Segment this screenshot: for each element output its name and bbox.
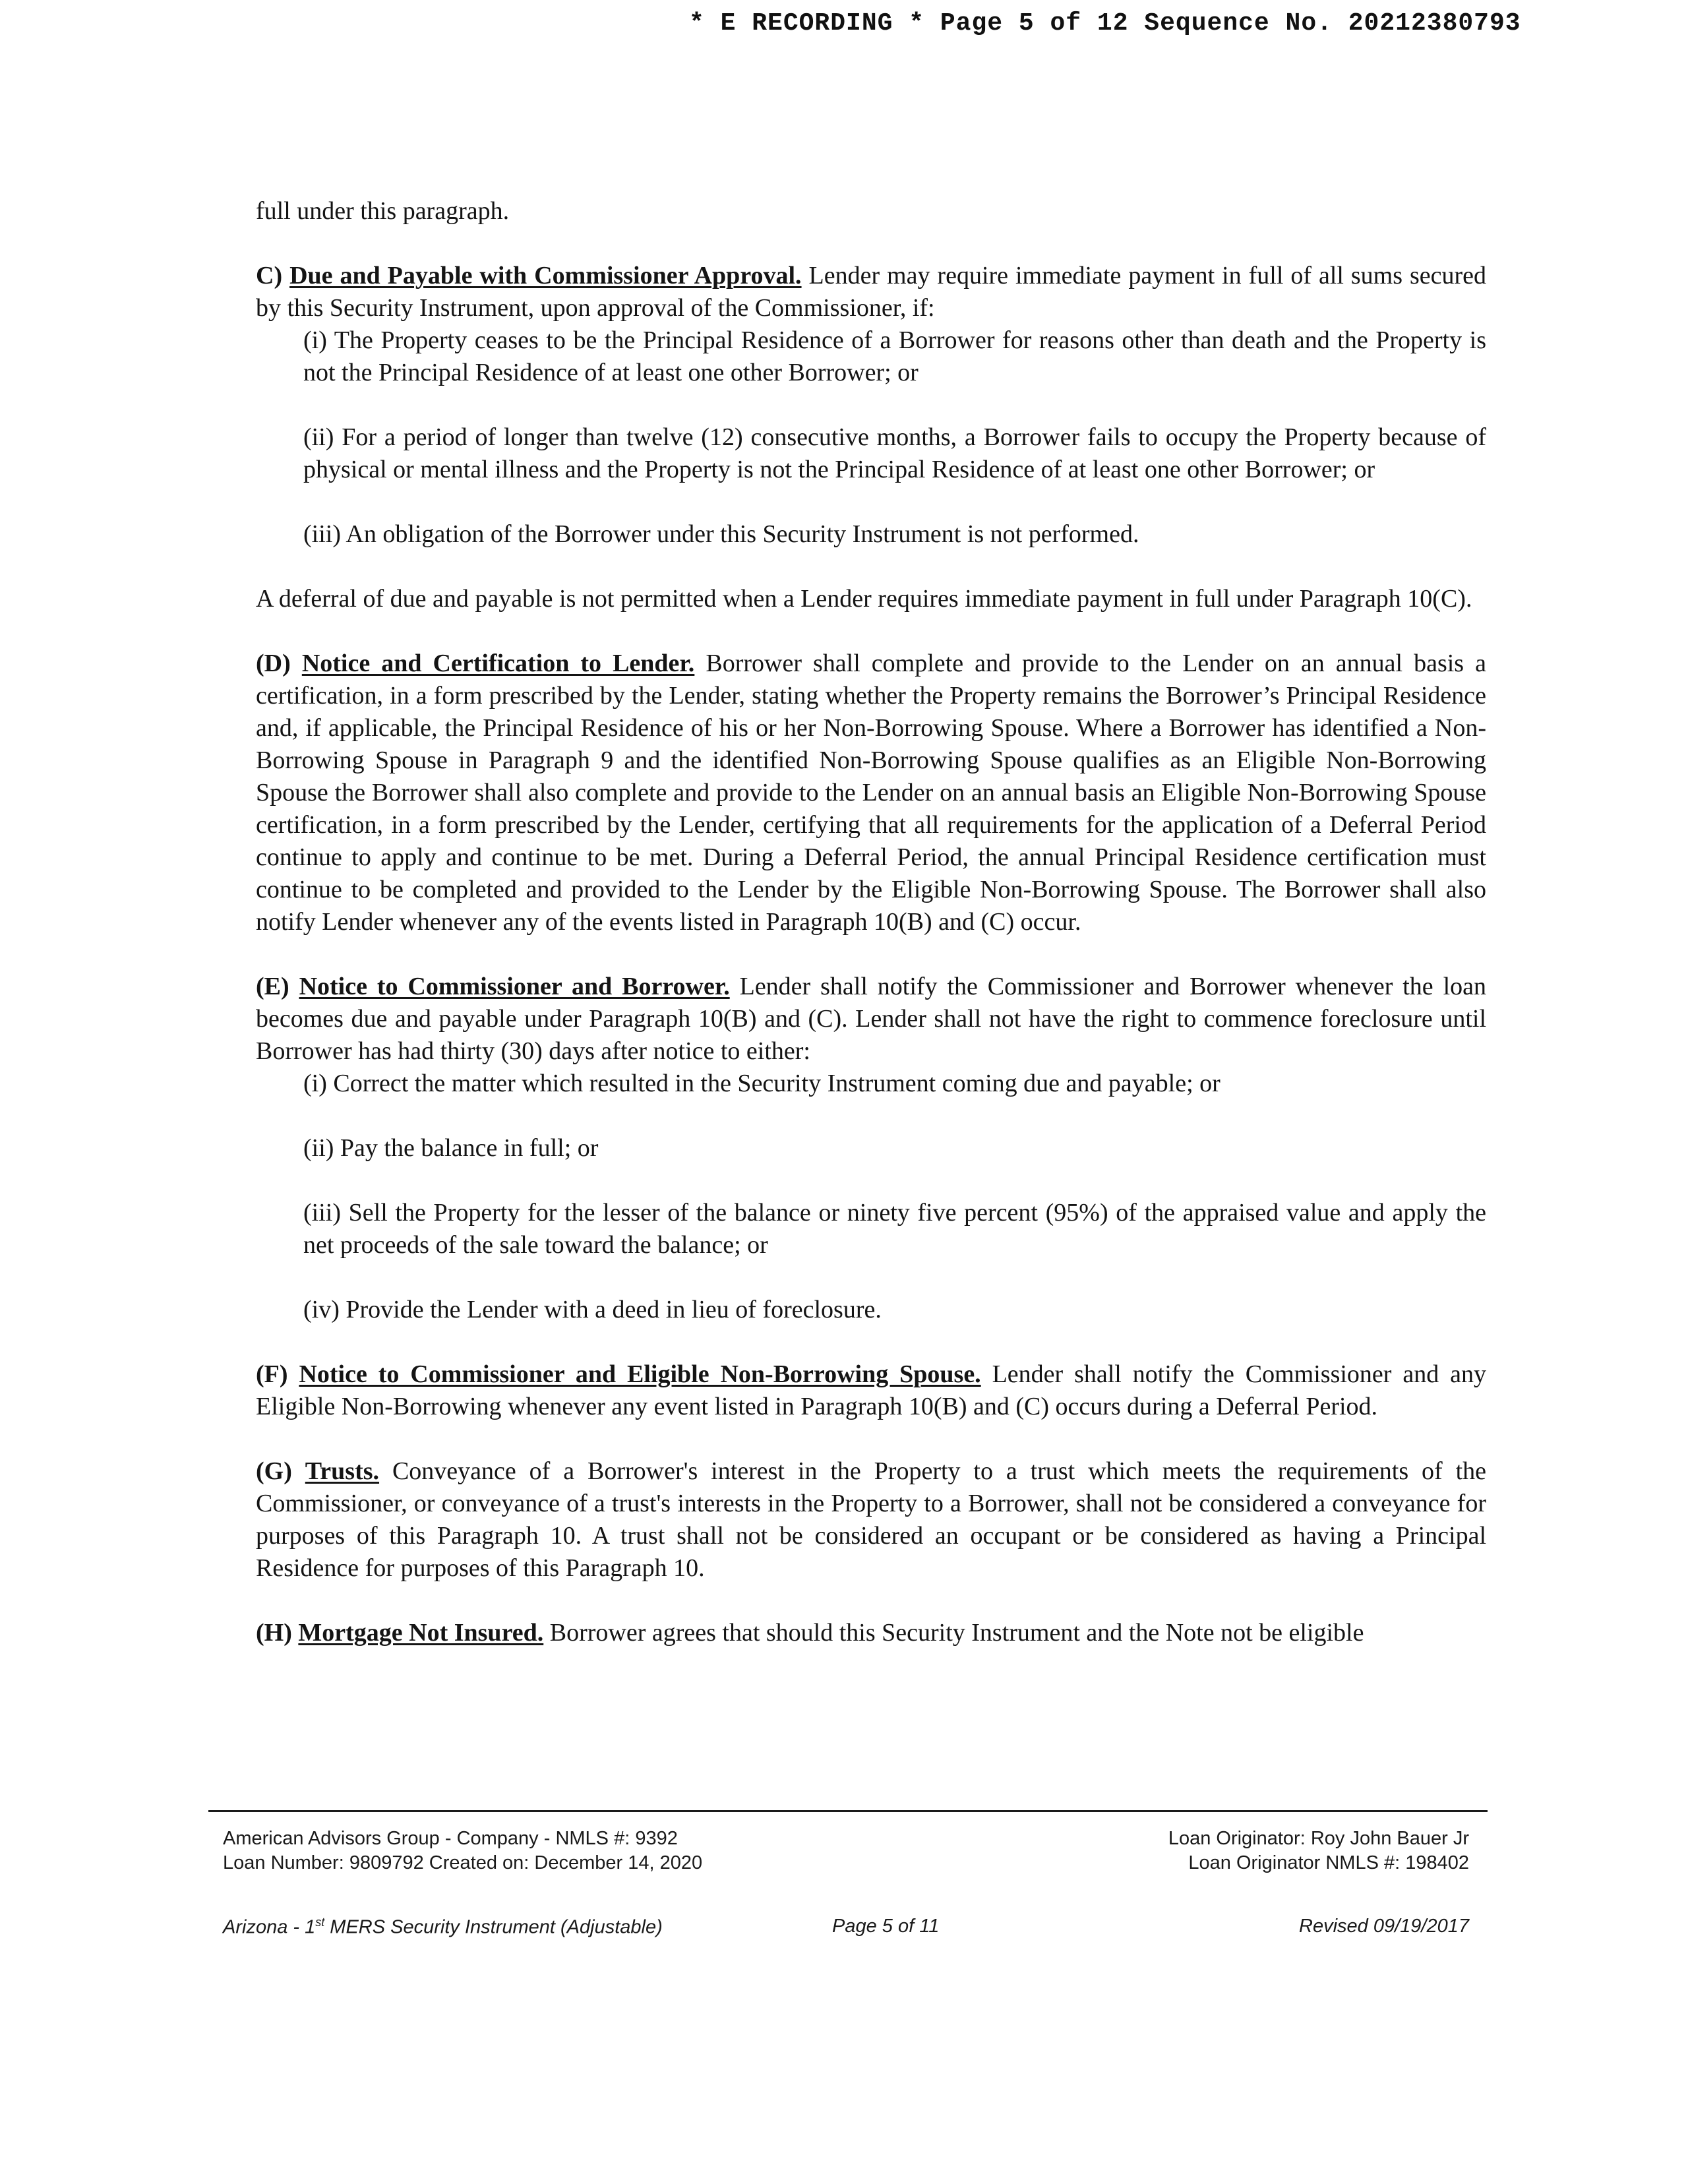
intro-fragment: full under this paragraph. [256, 197, 510, 225]
section-e-item-i: (i) Correct the matter which resulted in the Security Instrument coming due and payable; or [303, 1070, 1221, 1097]
section-f [256, 1358, 1486, 1423]
document-body [256, 195, 1486, 1649]
section-e-text: Lender shall notify the Commissioner and Borrower whenever the loan becomes due and payable under Paragraph 10(B) and (C). Lender shall not have the right to commence foreclosure until Borrower has had thirty (30) days after notice to either: [256, 973, 1487, 1065]
section-d [256, 648, 1486, 938]
section-c-item-iii: (iii) An obligation of the Borrower under this Security Instrument is not performed. [303, 520, 1139, 548]
section-e-letter: (E) [256, 973, 289, 1000]
footer-lender-info [223, 1827, 882, 1875]
section-f-text: Lender shall notify the Commissioner and any Eligible Non-Borrowing whenever any event listed in Paragraph 10(B) and (C) occurs during a Deferral Period. [256, 1360, 1486, 1420]
footer-page-number: Page 5 of 11 [832, 1916, 940, 1937]
footer-divider [208, 1810, 1488, 1812]
section-c [256, 260, 1486, 324]
section-c-item-i: (i) The Property ceases to be the Principal Residence of a Borrower for reasons other than death and the Property is not the Principal Residence of at least one other Borrower; or [303, 326, 1486, 386]
section-d-heading: Notice and Certification to Lender. [301, 650, 695, 677]
recording-header: * E RECORDING * Page 5 of 12 Sequence No. 20212380793 [689, 9, 1521, 38]
section-h-text: Borrower agrees that should this Security Instrument and the Note not be eligible [543, 1619, 1364, 1647]
section-e-item-iii: (iii) Sell the Property for the lesser of the balance or ninety five percent (95%) of the appraised value and apply the net proceeds of the sale toward the balance; or [303, 1199, 1486, 1259]
section-e-item-iv: (iv) Provide the Lender with a deed in lieu of foreclosure. [303, 1296, 882, 1323]
section-e-heading: Notice to Commissioner and Borrower. [299, 973, 730, 1000]
section-e [256, 971, 1486, 1068]
section-h-letter: (H) [256, 1619, 292, 1647]
section-d-text: Borrower shall complete and provide to the Lender on an annual basis a certification, in a form prescribed by the Lender, stating whether the Property remains the Borrower’s Principal Residence and, if applicable, the Principal Residence of his or her Non-Borrowing Spouse. Where a Borrower has identified a Non-Borrowing Spouse in Paragraph 9 and the identified Non-Borrowing Spouse qualifies as an Eligible Non-Borrowing Spouse the Borrower shall also complete and provide to the Lender on an annual basis an Eligible Non-Borrowing Spouse certification, in a form prescribed by the Lender, certifying that all requirements for the application of a Deferral Period continue to apply and continue to be met. During a Deferral Period, the annual Principal Residence certification must continue to be completed and provided to the Lender by the Eligible Non-Borrowing Spouse. The Borrower shall also notify Lender whenever any of the events listed in Paragraph 10(B) and (C) occur. [256, 650, 1487, 936]
footer-company: American Advisors Group - Company - NMLS #: 9392 [223, 1828, 678, 1849]
section-f-heading: Notice to Commissioner and Eligible Non-Borrowing Spouse. [299, 1360, 981, 1388]
footer-originator: Loan Originator: Roy John Bauer Jr [1168, 1828, 1469, 1849]
footer-loan-number: Loan Number: 9809792 Created on: December 14, 2020 [223, 1852, 703, 1873]
footer-revised-date: Revised 09/19/2017 [1299, 1916, 1469, 1937]
section-c-text: Lender may require immediate payment in full of all sums secured by this Security Instrument, upon approval of the Commissioner, if: [256, 262, 1486, 322]
footer-form-title [223, 1916, 663, 1939]
section-g-text: Conveyance of a Borrower's interest in the Property to a trust which meets the requirements of the Commissioner, or conveyance of a trust's interests in the Property to a Borrower, shall not be considered a conveyance for purposes of this Paragraph 10. A trust shall not be considered an occupant or be considered as having a Principal Residence for purposes of this Paragraph 10. [256, 1457, 1486, 1582]
section-e-item-ii: (ii) Pay the balance in full; or [303, 1134, 599, 1162]
section-g-letter: (G) [256, 1457, 292, 1485]
section-d-letter: (D) [256, 650, 291, 677]
section-c-letter: C) [256, 262, 283, 289]
footer-form-state: Arizona - 1 [223, 1916, 316, 1938]
section-h-heading: Mortgage Not Insured. [298, 1619, 544, 1647]
footer-originator-info [989, 1827, 1469, 1875]
section-c-heading: Due and Payable with Commissioner Approval. [289, 262, 802, 289]
footer-form-sup: st [315, 1916, 325, 1929]
section-c-item-ii: (ii) For a period of longer than twelve (12) consecutive months, a Borrower fails to occupy the Property because of physical or mental illness and the Property is not the Principal Residence of at least one other Borrower; or [303, 423, 1486, 483]
section-f-letter: (F) [256, 1360, 288, 1388]
footer-form-rest: MERS Security Instrument (Adjustable) [324, 1916, 663, 1938]
footer-originator-nmls: Loan Originator NMLS #: 198402 [1188, 1852, 1469, 1873]
section-h [256, 1617, 1486, 1649]
deferral-note: A deferral of due and payable is not permitted when a Lender requires immediate payment in full under Paragraph 10(C). [256, 585, 1472, 613]
section-g-heading: Trusts. [305, 1457, 380, 1485]
section-g [256, 1455, 1486, 1585]
